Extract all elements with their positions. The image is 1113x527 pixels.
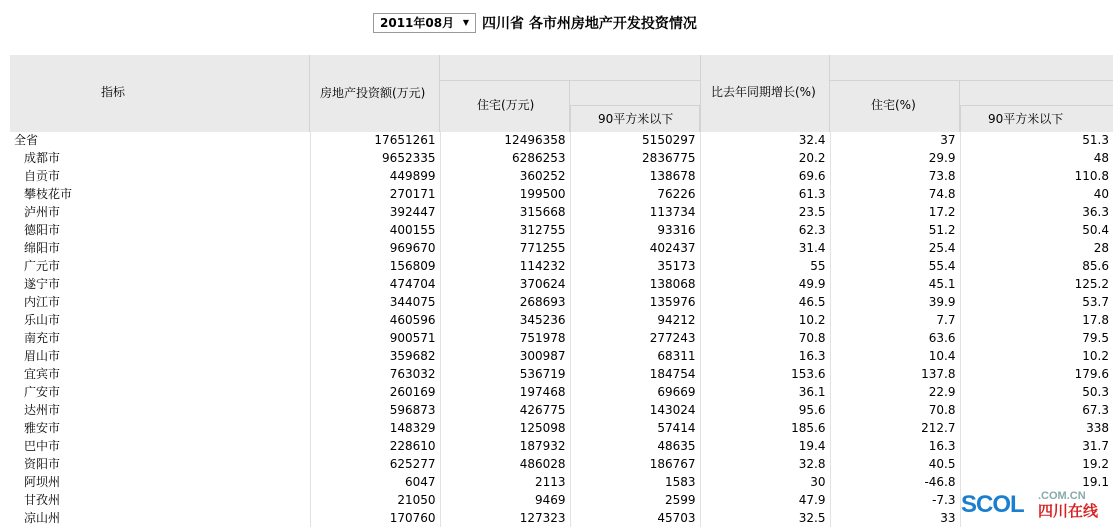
cell-res-growth: 10.4 <box>830 347 960 365</box>
cell-u90-growth: 50.4 <box>1082 223 1109 237</box>
cell-res-growth: 73.8 <box>830 167 960 185</box>
cell-growth: 30 <box>700 473 830 491</box>
row-spacer <box>210 491 310 509</box>
cell-investment: 260169 <box>310 383 440 401</box>
title-bar <box>0 0 1113 48</box>
row-name: 眉山市 <box>24 349 61 363</box>
cell-investment: 170760 <box>310 509 440 527</box>
row-name: 阿坝州 <box>24 475 61 489</box>
header-under90-label: 90平方米以下 <box>598 112 674 126</box>
cell-residential: 315668 <box>440 203 570 221</box>
row-spacer <box>210 401 310 419</box>
row-spacer <box>210 203 310 221</box>
cell-investment: 21050 <box>310 491 440 509</box>
cell-under90: 138068 <box>570 275 700 293</box>
cell-residential: 114232 <box>440 257 570 275</box>
row-name: 成都市 <box>24 151 61 165</box>
cell-residential: 197468 <box>440 383 570 401</box>
cell-growth: 36.1 <box>700 383 830 401</box>
row-spacer <box>210 473 310 491</box>
cell-res-growth: 39.9 <box>830 293 960 311</box>
cell-res-growth: 70.8 <box>830 401 960 419</box>
watermark-domain: .COM.CN <box>1038 490 1086 502</box>
cell-investment: 270171 <box>310 185 440 203</box>
cell-res-growth: 74.8 <box>830 185 960 203</box>
table-body <box>10 131 1113 527</box>
cell-residential: 536719 <box>440 365 570 383</box>
cell-investment: 449899 <box>310 167 440 185</box>
cell-residential: 370624 <box>440 275 570 293</box>
cell-res-growth: 37 <box>830 131 960 149</box>
table-row <box>10 167 1113 185</box>
cell-investment: 596873 <box>310 401 440 419</box>
cell-investment: 156809 <box>310 257 440 275</box>
table-row <box>10 473 1113 491</box>
cell-under90: 48635 <box>570 437 700 455</box>
row-name: 达州市 <box>24 403 61 417</box>
cell-under90: 184754 <box>570 365 700 383</box>
table-row <box>10 347 1113 365</box>
row-spacer <box>210 275 310 293</box>
cell-res-growth: -7.3 <box>830 491 960 509</box>
row-spacer <box>210 167 310 185</box>
cell-u90-growth: 10.2 <box>1082 349 1109 363</box>
cell-investment: 9652335 <box>310 149 440 167</box>
row-name: 凉山州 <box>24 511 61 525</box>
header-indicator-label: 指标 <box>101 85 126 99</box>
cell-growth: 62.3 <box>700 221 830 239</box>
cell-under90: 5150297 <box>570 131 700 149</box>
row-spacer <box>210 437 310 455</box>
table-row <box>10 149 1113 167</box>
cell-under90: 277243 <box>570 329 700 347</box>
cell-growth: 23.5 <box>700 203 830 221</box>
table-row <box>10 239 1113 257</box>
cell-residential: 12496358 <box>440 131 570 149</box>
cell-res-growth: 51.2 <box>830 221 960 239</box>
cell-res-growth: 137.8 <box>830 365 960 383</box>
cell-under90: 57414 <box>570 419 700 437</box>
cell-residential: 771255 <box>440 239 570 257</box>
table-row <box>10 257 1113 275</box>
cell-u90-growth: 19.2 <box>1082 457 1109 471</box>
table-row <box>10 311 1113 329</box>
row-spacer <box>210 311 310 329</box>
cell-growth: 10.2 <box>700 311 830 329</box>
cell-res-growth: -46.8 <box>830 473 960 491</box>
cell-investment: 625277 <box>310 455 440 473</box>
header-investment-label: 房地产投资额(万元) <box>320 86 426 100</box>
cell-residential: 2113 <box>440 473 570 491</box>
cell-residential: 300987 <box>440 347 570 365</box>
cell-investment: 900571 <box>310 329 440 347</box>
cell-growth: 153.6 <box>700 365 830 383</box>
cell-u90-growth: 50.3 <box>1082 385 1109 399</box>
cell-residential: 127323 <box>440 509 570 527</box>
table-row <box>10 509 1113 527</box>
row-spacer <box>210 149 310 167</box>
cell-residential: 9469 <box>440 491 570 509</box>
header-divider <box>830 80 1113 81</box>
row-spacer <box>210 221 310 239</box>
cell-residential: 345236 <box>440 311 570 329</box>
row-spacer <box>210 455 310 473</box>
cell-u90-growth: 67.3 <box>1082 403 1109 417</box>
row-name: 雅安市 <box>24 421 61 435</box>
cell-res-growth: 22.9 <box>830 383 960 401</box>
cell-res-growth: 45.1 <box>830 275 960 293</box>
cell-residential: 312755 <box>440 221 570 239</box>
cell-residential: 360252 <box>440 167 570 185</box>
cell-growth: 46.5 <box>700 293 830 311</box>
row-name: 南充市 <box>24 331 61 345</box>
cell-residential: 125098 <box>440 419 570 437</box>
row-name: 遂宁市 <box>24 277 61 291</box>
cell-under90: 94212 <box>570 311 700 329</box>
row-spacer <box>210 257 310 275</box>
data-table <box>10 131 1113 527</box>
cell-under90: 135976 <box>570 293 700 311</box>
cell-res-growth: 212.7 <box>830 419 960 437</box>
table-row <box>10 185 1113 203</box>
cell-growth: 31.4 <box>700 239 830 257</box>
table-row <box>10 293 1113 311</box>
cell-residential: 751978 <box>440 329 570 347</box>
cell-under90: 2599 <box>570 491 700 509</box>
table-row <box>10 491 1113 509</box>
row-name: 广元市 <box>24 259 61 273</box>
table-row <box>10 437 1113 455</box>
cell-under90: 138678 <box>570 167 700 185</box>
cell-under90: 186767 <box>570 455 700 473</box>
cell-growth: 47.9 <box>700 491 830 509</box>
period-select-value: 2011年08月 <box>380 16 455 30</box>
cell-growth: 20.2 <box>700 149 830 167</box>
header-res-growth-label: 住宅(%) <box>871 98 916 112</box>
cell-investment: 6047 <box>310 473 440 491</box>
cell-investment: 359682 <box>310 347 440 365</box>
cell-residential: 486028 <box>440 455 570 473</box>
table-header <box>10 55 1113 132</box>
row-name: 攀枝花市 <box>24 187 73 201</box>
row-spacer <box>210 347 310 365</box>
row-spacer <box>210 365 310 383</box>
cell-investment: 17651261 <box>310 131 440 149</box>
cell-res-growth: 63.6 <box>830 329 960 347</box>
table-row <box>10 383 1113 401</box>
row-spacer <box>210 329 310 347</box>
cell-residential: 199500 <box>440 185 570 203</box>
cell-investment: 460596 <box>310 311 440 329</box>
cell-res-growth: 40.5 <box>830 455 960 473</box>
header-growth-label: 比去年同期增长(%) <box>711 85 816 99</box>
page-title: 四川省 各市州房地产开发投资情况 <box>482 16 697 32</box>
row-name: 德阳市 <box>24 223 61 237</box>
row-name: 乐山市 <box>24 313 61 327</box>
cell-under90: 45703 <box>570 509 700 527</box>
table-row <box>10 275 1113 293</box>
cell-residential: 6286253 <box>440 149 570 167</box>
watermark-name: 四川在线 <box>1038 502 1099 520</box>
cell-investment: 474704 <box>310 275 440 293</box>
row-spacer <box>210 131 310 149</box>
row-name: 巴中市 <box>24 439 61 453</box>
cell-growth: 185.6 <box>700 419 830 437</box>
cell-u90-growth: 19.1 <box>1082 475 1109 489</box>
row-spacer <box>210 293 310 311</box>
cell-growth: 69.6 <box>700 167 830 185</box>
row-spacer <box>210 383 310 401</box>
row-name: 宜宾市 <box>24 367 61 381</box>
cell-growth: 95.6 <box>700 401 830 419</box>
cell-growth: 70.8 <box>700 329 830 347</box>
cell-under90: 93316 <box>570 221 700 239</box>
cell-investment: 392447 <box>310 203 440 221</box>
header-divider <box>960 105 1113 106</box>
header-residential-label: 住宅(万元) <box>477 98 535 112</box>
cell-u90-growth: 17.8 <box>1082 313 1109 327</box>
cell-under90: 402437 <box>570 239 700 257</box>
table-row <box>10 131 1113 149</box>
chevron-down-icon[interactable]: ▼ <box>462 18 470 27</box>
cell-u90-growth: 79.5 <box>1082 331 1109 345</box>
cell-u90-growth: 85.6 <box>1082 259 1109 273</box>
table-row <box>10 203 1113 221</box>
row-name: 自贡市 <box>24 169 61 183</box>
cell-residential: 426775 <box>440 401 570 419</box>
cell-u90-growth: 36.3 <box>1082 205 1109 219</box>
row-name: 绵阳市 <box>24 241 61 255</box>
cell-growth: 19.4 <box>700 437 830 455</box>
header-divider <box>440 80 700 81</box>
cell-under90: 1583 <box>570 473 700 491</box>
period-select[interactable] <box>373 13 476 33</box>
table-row <box>10 365 1113 383</box>
table-row <box>10 221 1113 239</box>
row-name: 全省 <box>14 133 39 147</box>
cell-growth: 55 <box>700 257 830 275</box>
cell-res-growth: 33 <box>830 509 960 527</box>
table-row <box>10 329 1113 347</box>
cell-under90: 2836775 <box>570 149 700 167</box>
cell-u90-growth: 53.7 <box>1082 295 1109 309</box>
cell-investment: 400155 <box>310 221 440 239</box>
watermark-logo <box>955 488 1113 525</box>
cell-under90: 68311 <box>570 347 700 365</box>
row-name: 内江市 <box>24 295 61 309</box>
cell-u90-growth: 125.2 <box>1074 277 1109 291</box>
cell-residential: 268693 <box>440 293 570 311</box>
table-row <box>10 419 1113 437</box>
cell-u90-growth: 110.8 <box>1074 169 1109 183</box>
row-name: 资阳市 <box>24 457 61 471</box>
table-row <box>10 455 1113 473</box>
cell-under90: 143024 <box>570 401 700 419</box>
cell-investment: 148329 <box>310 419 440 437</box>
cell-under90: 76226 <box>570 185 700 203</box>
cell-res-growth: 29.9 <box>830 149 960 167</box>
row-spacer <box>210 185 310 203</box>
cell-growth: 61.3 <box>700 185 830 203</box>
cell-growth: 16.3 <box>700 347 830 365</box>
row-name: 甘孜州 <box>24 493 61 507</box>
cell-growth: 32.5 <box>700 509 830 527</box>
row-spacer <box>210 509 310 527</box>
cell-res-growth: 17.2 <box>830 203 960 221</box>
table-row <box>10 401 1113 419</box>
row-spacer <box>210 419 310 437</box>
cell-u90-growth: 48 <box>1093 151 1109 165</box>
row-spacer <box>210 239 310 257</box>
row-name: 广安市 <box>24 385 61 399</box>
header-u90-growth-label: 90平方米以下 <box>988 112 1064 126</box>
cell-under90: 113734 <box>570 203 700 221</box>
cell-under90: 35173 <box>570 257 700 275</box>
cell-investment: 344075 <box>310 293 440 311</box>
cell-res-growth: 16.3 <box>830 437 960 455</box>
cell-residential: 187932 <box>440 437 570 455</box>
cell-u90-growth: 51.3 <box>1082 133 1109 147</box>
cell-u90-growth: 31.7 <box>1082 439 1109 453</box>
cell-growth: 32.8 <box>700 455 830 473</box>
cell-investment: 763032 <box>310 365 440 383</box>
header-cell-indicator <box>10 55 310 132</box>
cell-res-growth: 55.4 <box>830 257 960 275</box>
cell-u90-growth: 338 <box>1086 421 1109 435</box>
cell-under90: 69669 <box>570 383 700 401</box>
cell-investment: 969670 <box>310 239 440 257</box>
cell-u90-growth: 179.6 <box>1074 367 1109 381</box>
cell-growth: 32.4 <box>700 131 830 149</box>
cell-investment: 228610 <box>310 437 440 455</box>
cell-u90-growth: 40 <box>1093 187 1109 201</box>
row-name: 泸州市 <box>24 205 61 219</box>
cell-growth: 49.9 <box>700 275 830 293</box>
cell-res-growth: 25.4 <box>830 239 960 257</box>
cell-u90-growth: 28 <box>1093 241 1109 255</box>
header-divider <box>570 105 700 106</box>
watermark-brand: SCOL <box>961 491 1024 518</box>
cell-res-growth: 7.7 <box>830 311 960 329</box>
